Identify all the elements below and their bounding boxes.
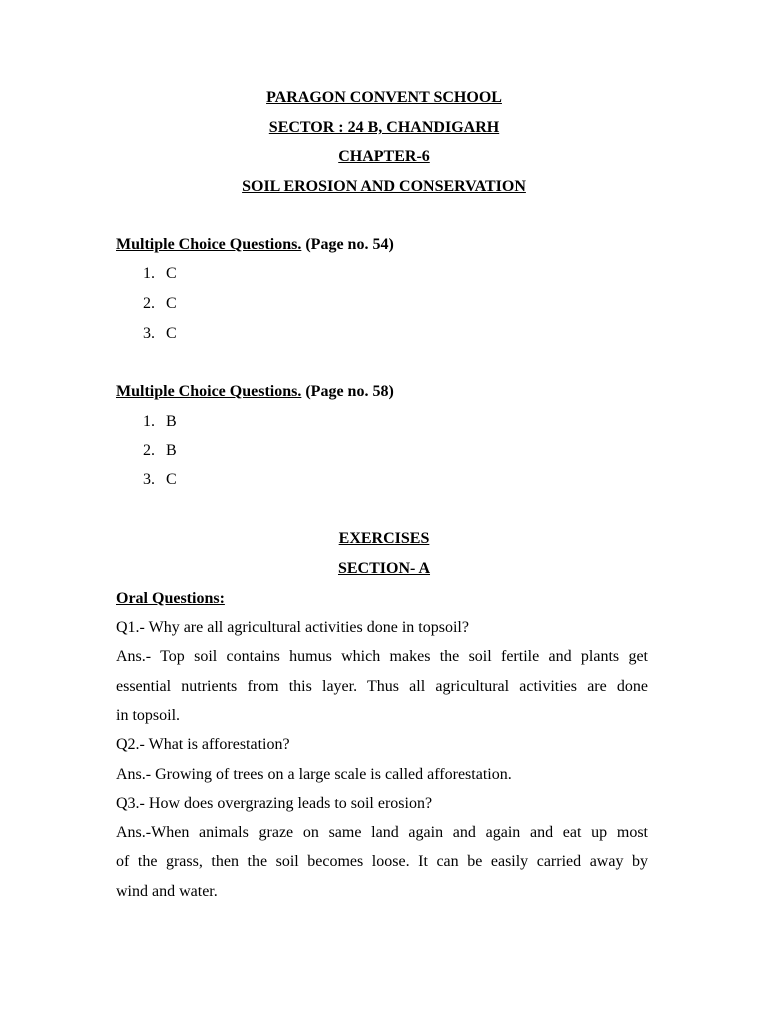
answer-value: C: [166, 295, 177, 312]
school-sector: SECTOR : 24 B, CHANDIGARH: [268, 119, 500, 136]
list-number: 2.: [143, 442, 155, 459]
list-number: 1.: [143, 413, 155, 430]
answer-3-line-2: of the grass, then the soil becomes loose. It can be easily carried away by: [116, 853, 648, 870]
answer-value: B: [166, 442, 177, 459]
answer-value: C: [166, 265, 177, 282]
exercises-title: EXERCISES: [338, 530, 430, 547]
list-number: 1.: [143, 265, 155, 282]
mcq-heading-label: Multiple Choice Questions.: [116, 383, 302, 400]
answer-1-line-1: Ans.- Top soil contains humus which makes the soil fertile and plants get: [116, 648, 648, 665]
mcq-heading-2: [116, 382, 394, 402]
answer-3-line-1: Ans.-When animals graze on same land again and again and eat up most: [116, 824, 648, 841]
answer-3-line-3: wind and water.: [116, 883, 218, 900]
answer-value: B: [166, 413, 177, 430]
topic-title: SOIL EROSION AND CONSERVATION: [242, 178, 526, 195]
mcq-heading-label: Multiple Choice Questions.: [116, 236, 302, 253]
question-1: Q1.- Why are all agricultural activities done in topsoil?: [116, 619, 469, 636]
list-item: [143, 470, 177, 490]
list-item: [143, 412, 177, 432]
mcq-page-ref: (Page no. 58): [305, 383, 394, 400]
answer-2-line-1: Ans.- Growing of trees on a large scale is called afforestation.: [116, 766, 512, 783]
answer-1-line-2: essential nutrients from this layer. Thus all agricultural activities are done: [116, 678, 648, 695]
list-item: [143, 441, 177, 461]
list-item: [143, 324, 177, 344]
list-item: [143, 264, 177, 284]
list-number: 2.: [143, 295, 155, 312]
mcq-page-ref: (Page no. 54): [305, 236, 394, 253]
answer-1-line-3: in topsoil.: [116, 707, 181, 724]
chapter-title: CHAPTER-6: [338, 148, 430, 165]
school-name: PARAGON CONVENT SCHOOL: [266, 89, 502, 106]
question-2: Q2.- What is afforestation?: [116, 736, 290, 753]
question-3: Q3.- How does overgrazing leads to soil erosion?: [116, 795, 433, 812]
answer-value: C: [166, 471, 177, 488]
answer-value: C: [166, 325, 177, 342]
list-number: 3.: [143, 325, 155, 342]
oral-questions-heading: Oral Questions:: [116, 590, 225, 607]
section-title: SECTION- A: [337, 560, 431, 577]
mcq-heading-1: [116, 235, 394, 255]
list-item: [143, 294, 177, 314]
list-number: 3.: [143, 471, 155, 488]
